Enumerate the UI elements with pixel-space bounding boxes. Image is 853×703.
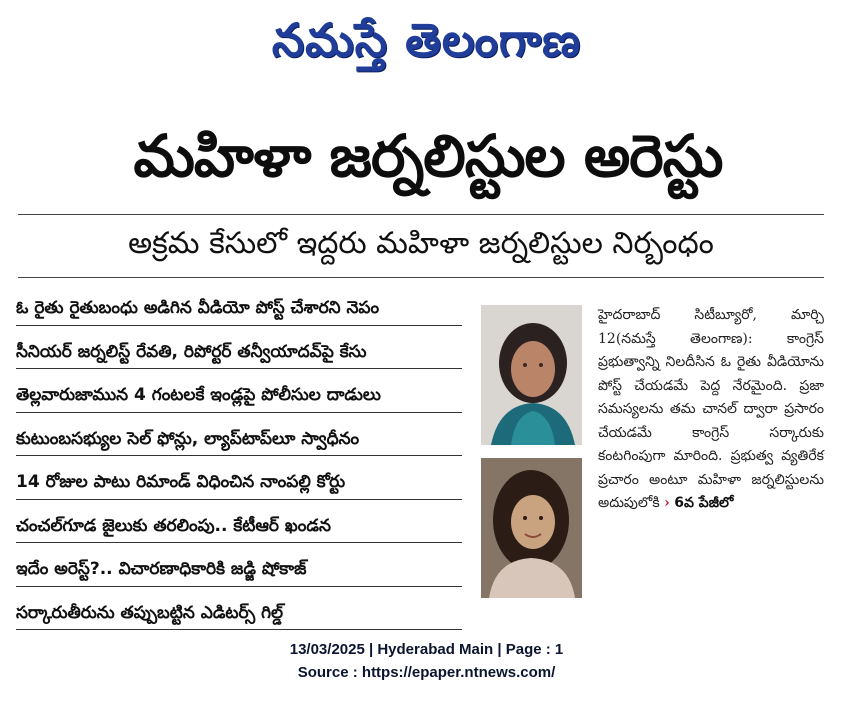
article-body xyxy=(598,304,824,516)
bullet-list xyxy=(16,290,462,638)
divider xyxy=(18,277,824,278)
chevron-right-icon: › xyxy=(664,495,670,511)
headline: మహిళా జర్నలిస్టుల అరెస్టు xyxy=(133,122,723,190)
divider xyxy=(18,214,824,215)
subheadline: అక్రమ కేసులో ఇద్దరు మహిళా జర్నలిస్టుల నిర్బంధం xyxy=(128,226,714,261)
bullet-item: ఇదేం అరెస్ట్?.. విచారణాధికారికి జడ్జి షోకాజ్ xyxy=(16,551,462,587)
bullet-item: సర్కారుతీరును తప్పుబట్టిన ఎడిటర్స్ గిల్డ్ xyxy=(16,595,462,631)
bullet-item: సీనియర్ జర్నలిస్ట్ రేవతి, రిపోర్టర్ తన్వీయాదవ్‌పై కేసు xyxy=(16,334,462,370)
masthead-logo: నమస్తే తెలంగాణ xyxy=(271,13,582,67)
bullet-item: 14 రోజుల పాటు రిమాండ్ విధించిన నాంపల్లి కోర్టు xyxy=(16,464,462,500)
source-url[interactable]: Source : https://epaper.ntnews.com/ xyxy=(297,664,556,681)
journalist-photo-revathi xyxy=(481,305,582,445)
bullet-item: కుటుంబసభ్యుల సెల్ ఫోన్లు, ల్యాప్‌టాప్‌లూ స్వాధీనం xyxy=(16,421,462,457)
edition-info: 13/03/2025 | Hyderabad Main | Page : 1 xyxy=(289,641,564,658)
bullet-item: తెల్లవారుజామున 4 గంటలకే ఇండ్లపై పోలీసుల దాడులు xyxy=(16,377,462,413)
article-text: హైదరాబాద్ సిటీబ్యూరో, మార్చి 12(నమస్తే తెలంగాణ): కాంగ్రెస్ ప్రభుత్వాన్ని నిలదీసిన ఓ రైతు వీడియోను పోస్ట్ చేయడమే పెద్ద నేరమైంది. ప్రజా సమస్యలను తమ చానల్ ద్వారా ప్రసారం చేయడమే కాంగ్రెస్ సర్కారుకు కంటగింపుగా మారింది. ప్రభుత్వ వ్యతిరేక ప్రచారం అంటూ మహిళా జర్నలిస్టులను అదుపులోకి xyxy=(598,307,824,511)
journalist-photo-tanvi xyxy=(481,458,582,598)
bullet-item: ఓ రైతు రైతుబంధు అడిగిన వీడియో పోస్ట్ చేశారని నెపం xyxy=(16,290,462,326)
bullet-item: చంచల్‌గూడ జైలుకు తరలింపు.. కేటీఆర్ ఖండన xyxy=(16,508,462,544)
continuation-link[interactable]: 6వ పేజీలో xyxy=(674,495,734,511)
